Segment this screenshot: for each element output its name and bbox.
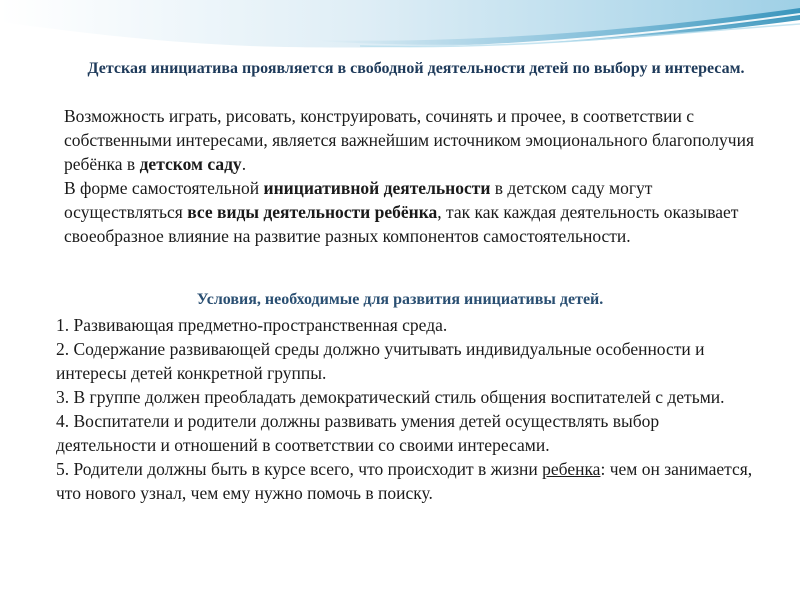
- paragraph-2-bold-a: инициативной деятельности: [263, 178, 491, 198]
- section-1-title: Детская инициатива проявляется в свободной деятельности детей по выбору и интересам.: [87, 60, 745, 77]
- paragraph-1-text: Возможность играть, рисовать, конструировать, сочинять и прочее, в соответствии с собственными интересами, является важнейшим источником эмоционального благополучия ребёнка в: [64, 106, 755, 174]
- paragraph-2-text-b: в детском саду могут осуществляться: [64, 178, 653, 222]
- conditions-list: [0, 313, 800, 505]
- list-item: 2. Содержание развивающей среды должно учитывать индивидуальные особенности и интересы детей конкретной группы.: [56, 339, 705, 383]
- list-item: 1. Развивающая предметно-пространственная среда.: [56, 315, 448, 335]
- list-item-5-text: 5. Родители должны быть в курсе всего, что происходит в жизни: [56, 459, 543, 479]
- section-2-title: Условия, необходимые для развития инициативы детей.: [196, 291, 604, 308]
- paragraph-2-bold-b: все виды деятельности ребёнка: [187, 202, 438, 222]
- list-item-5-underlined: ребенка: [542, 459, 601, 479]
- paragraph-2: [64, 176, 770, 248]
- list-item: 4. Воспитатели и родители должны развивать умения детей осуществлять выбор деятельности и отношений в соответствии со своими интересами.: [56, 411, 660, 455]
- paragraph-2-text-a: В форме самостоятельной: [64, 178, 264, 198]
- list-item-5-end: : чем он занимается, что нового узнал, чем ему нужно помочь в поиску.: [56, 459, 753, 503]
- section-1: [0, 58, 800, 79]
- paragraph-1-end: .: [241, 154, 247, 174]
- section-1-body: [0, 104, 800, 248]
- list-item: [56, 457, 760, 505]
- paragraph-1-bold: детском саду: [139, 154, 242, 174]
- paragraph-1: [64, 104, 770, 176]
- section-2: [0, 289, 800, 310]
- wave-decoration: [0, 0, 800, 60]
- list-item: 3. В группе должен преобладать демократический стиль общения воспитателей с детьми.: [56, 387, 725, 407]
- paragraph-2-text-c: , так как каждая деятельность оказывает своеобразное влияние на развитие разных компонентов самостоятельности.: [64, 202, 739, 246]
